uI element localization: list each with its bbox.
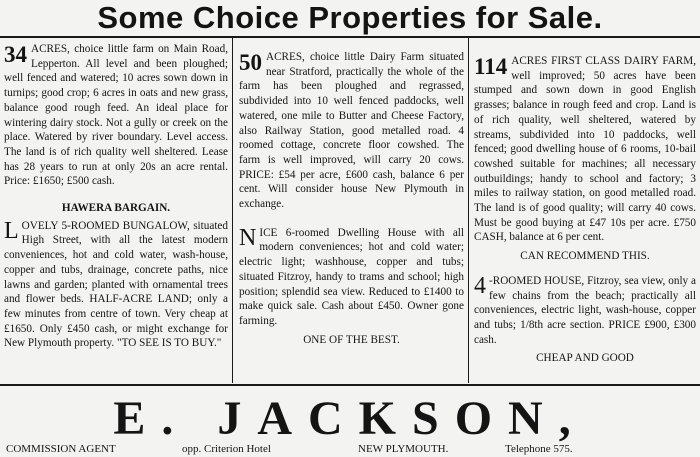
drop-initial: 4 xyxy=(474,272,486,299)
agent-name: E. JACKSON, xyxy=(113,392,587,445)
listing-number: 114 xyxy=(474,54,508,79)
rule-top xyxy=(0,36,700,38)
listing-text: ACRES FIRST CLASS DAIRY FARM, well improved; 50 acres have been stumped and sown down in good English grasses; balance in rough feed and crop. Land is of rich quality, well sheltered, watered by streams, subdivided into 10 paddocks, well fenced; good dwelling house of 6 rooms, 10-bail cowshed suitable for machines; all necessary outbuildings; handy to school and factory; 3 miles to railway station, on good metalled road. The land is of good quality; will carry 40 cows. Must be good buying at £47 10s per acre. £750 CASH, balance at 6 per cent. xyxy=(474,55,696,244)
listing-tagline: ONE OF THE BEST. xyxy=(303,333,400,346)
listing-tagline: CAN RECOMMEND THIS. xyxy=(520,250,650,263)
listing-text: ACRES, choice little Dairy Farm situated near Stratford, practically the whole of the farm has been ploughed and regrassed, subdivided into 10 well fenced paddocks, well watered, one mile to Butter and Cheese Factory, also Railway Station, good metalled road. 4 roomed cottage, concrete floor cowshed. The farm is well improved, will carry 20 cows. PRICE: £54 per acre, £600 cash, balance 6 per cent. Will consider house New Plymouth in exchange. xyxy=(239,51,464,211)
listing-text: ACRES, choice little farm on Main Road, Lepperton. All level and been ploughed; well fenced and watered; 10 acres sown down in turnips; good crop; 6 acres in oats and new grass, balance good rough feed. An ideal place for wintering dairy stock. Not a gully or creek on the place. Watered by river boundary. Level access. The land is of rich quality well sheltered. Lease has 28 years to run at only 20s an acre rental. Price: £1650; £500 cash. xyxy=(4,43,228,188)
column-middle xyxy=(239,50,464,347)
listing-114-acres xyxy=(474,54,696,245)
listing-6-roomed xyxy=(239,226,464,329)
listing-heading: HAWERA BARGAIN. xyxy=(61,202,171,215)
drop-initial: N xyxy=(239,224,257,251)
listing-text: OVELY 5-ROOMED BUNGALOW, situated High Street, with all the latest modern conveniences, hot and cold water, wash-house, copper and tubs, drainage, concrete paths, nice lawns and garden; planted with ornamental trees and flower beds. HALF-ACRE LAND; only a few minutes from centre of town. Very cheap at £1650. Only £450 cash, or might exchange for New Plymouth property. "TO SEE IS TO BUY." xyxy=(4,219,228,350)
listing-34-acres xyxy=(4,42,228,189)
listing-number: 50 xyxy=(239,50,262,75)
agent-phone: Telephone 575. xyxy=(505,443,573,455)
headline: Some Choice Properties for Sale. xyxy=(97,0,603,35)
agent-address: opp. Criterion Hotel xyxy=(182,443,271,455)
listing-50-acres xyxy=(239,50,464,212)
rule-divider-1 xyxy=(232,38,233,383)
agent-town: NEW PLYMOUTH. xyxy=(358,443,449,455)
listing-number: 34 xyxy=(4,42,27,67)
listing-bungalow xyxy=(4,219,228,351)
rule-middle xyxy=(0,384,700,386)
rule-divider-2 xyxy=(468,38,469,383)
listing-text: ICE 6-roomed Dwelling House with all modern conveniences; hot and cold water; electric light; washhouse, copper and tubs; situated Fitzroy, handy to trams and school; high position; splendid sea view. Reduced to £1400 to make quick sale. Cash about £450. Owner gone farming. xyxy=(239,226,464,327)
listing-text: -ROOMED HOUSE, Fitzroy, sea view, only a few chains from the beach; practically all conveniences, electric light, wash-house, copper and tubs; 1/8th acre section. PRICE £900, £300 cash. xyxy=(474,274,696,346)
listing-tagline: CHEAP AND GOOD xyxy=(536,352,634,365)
column-right xyxy=(474,54,696,366)
agent-role: COMMISSION AGENT xyxy=(6,443,116,455)
drop-initial: L xyxy=(4,217,19,244)
column-left xyxy=(4,42,228,351)
listing-4-roomed xyxy=(474,274,696,348)
